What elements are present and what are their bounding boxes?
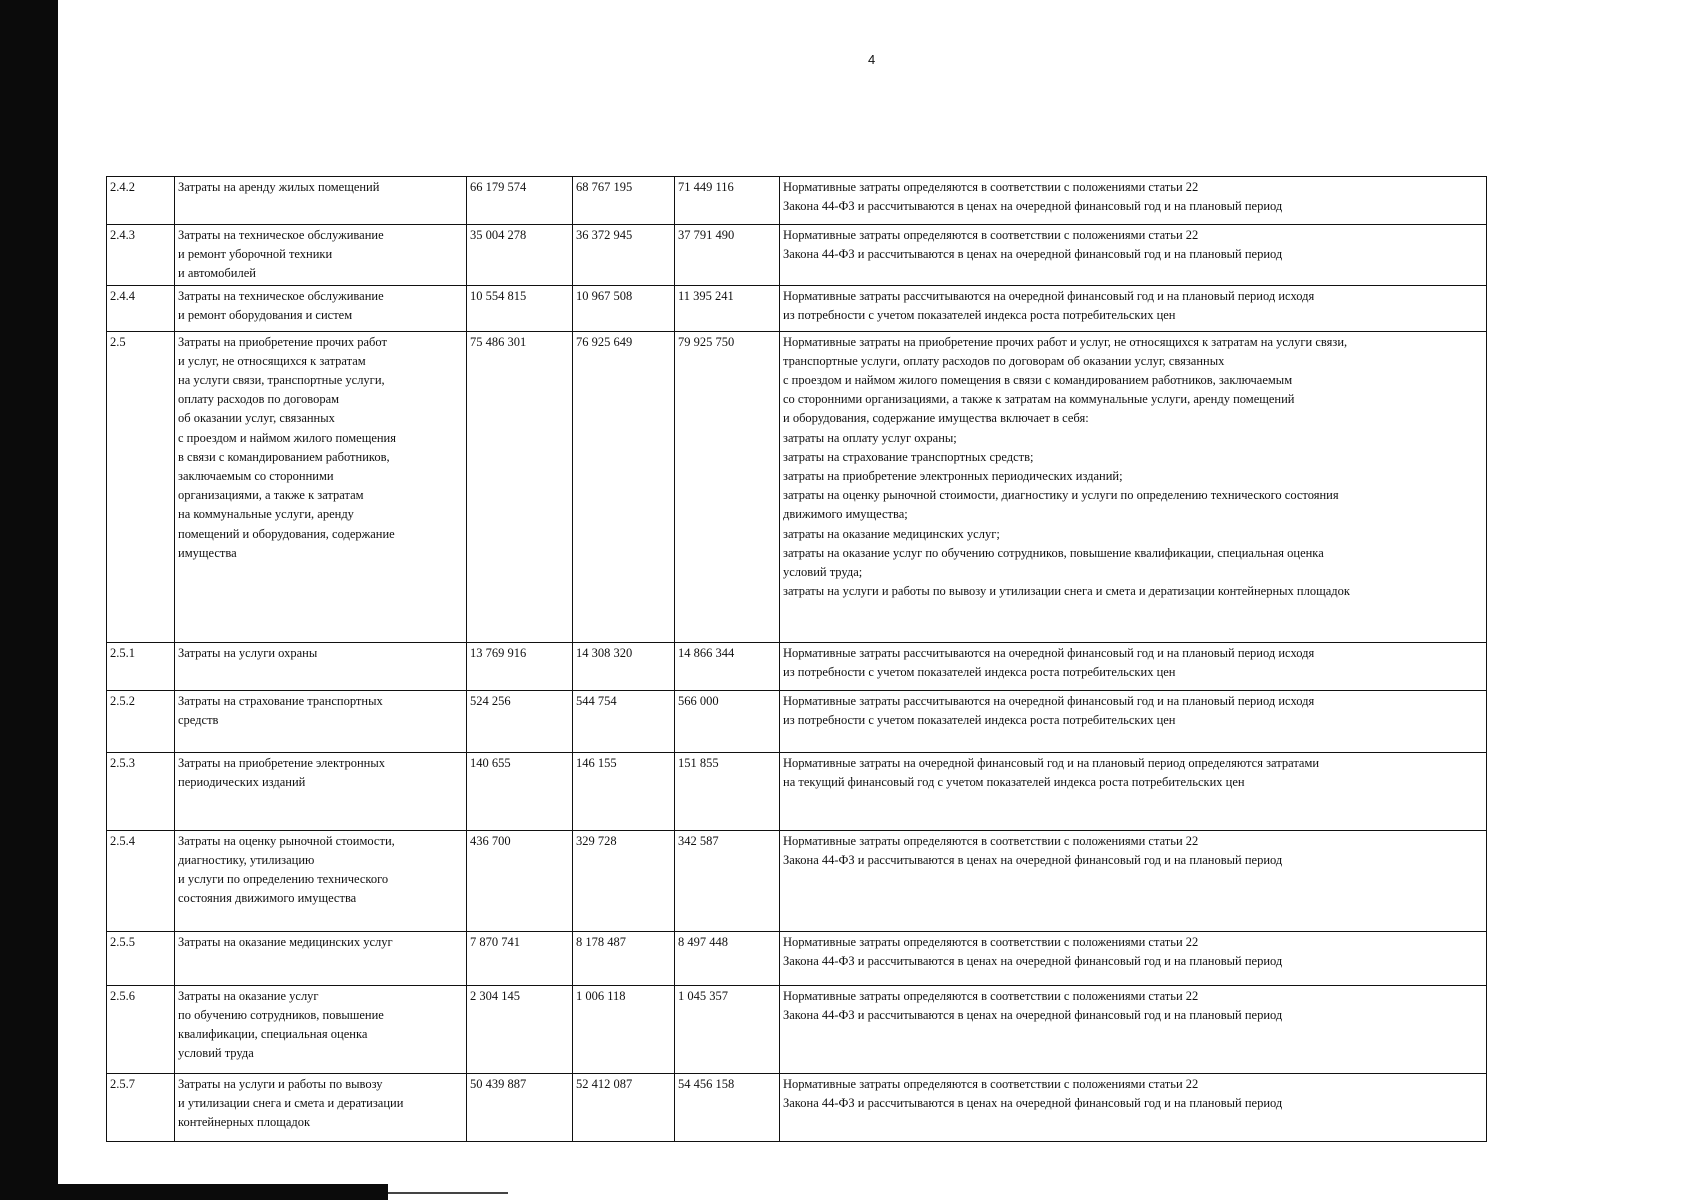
row-basis: Нормативные затраты определяются в соответствии с положениями статьи 22 Закона 44-ФЗ и рассчитываются в ценах на очередной финансовый год и на плановый период <box>780 225 1487 286</box>
row-name: Затраты на оказание медицинских услуг <box>175 931 467 985</box>
table-row <box>107 752 1487 830</box>
row-value-year-2: 68 767 195 <box>573 177 675 225</box>
row-name: Затраты на страхование транспортных средств <box>175 690 467 752</box>
table-row <box>107 177 1487 225</box>
row-value-year-3: 1 045 357 <box>675 985 780 1073</box>
row-value-year-2: 36 372 945 <box>573 225 675 286</box>
row-code: 2.5.1 <box>107 642 175 690</box>
row-value-year-2: 10 967 508 <box>573 285 675 331</box>
row-code: 2.5.3 <box>107 752 175 830</box>
scan-dark-bottom-edge <box>58 1184 388 1200</box>
row-code: 2.4.3 <box>107 225 175 286</box>
row-value-year-1: 436 700 <box>467 830 573 931</box>
row-code: 2.5.7 <box>107 1073 175 1141</box>
cost-table <box>106 176 1487 1142</box>
row-name: Затраты на техническое обслуживание и ремонт уборочной техники и автомобилей <box>175 225 467 286</box>
table-row <box>107 285 1487 331</box>
row-basis: Нормативные затраты определяются в соответствии с положениями статьи 22 Закона 44-ФЗ и рассчитываются в ценах на очередной финансовый год и на плановый период <box>780 1073 1487 1141</box>
scan-dark-margin <box>0 0 58 1200</box>
row-value-year-1: 7 870 741 <box>467 931 573 985</box>
row-value-year-3: 8 497 448 <box>675 931 780 985</box>
row-value-year-2: 8 178 487 <box>573 931 675 985</box>
row-name: Затраты на услуги охраны <box>175 642 467 690</box>
row-basis: Нормативные затраты рассчитываются на очередной финансовый год и на плановый период исходя из потребности с учетом показателей индекса роста потребительских цен <box>780 690 1487 752</box>
row-code: 2.5.4 <box>107 830 175 931</box>
row-value-year-3: 37 791 490 <box>675 225 780 286</box>
table-row <box>107 331 1487 642</box>
row-value-year-2: 52 412 087 <box>573 1073 675 1141</box>
row-code: 2.5.2 <box>107 690 175 752</box>
row-name: Затраты на приобретение прочих работ и услуг, не относящихся к затратам на услуги связи, транспортные услуги, оплату расходов по договорам об оказании услуг, связанных с проездом и наймом жилого помещения в связи с командированием работников, заключаемым со сторонними организациями, а также к затратам на коммунальные услуги, аренду помещений и оборудования, содержание имущества <box>175 331 467 642</box>
row-basis: Нормативные затраты определяются в соответствии с положениями статьи 22 Закона 44-ФЗ и рассчитываются в ценах на очередной финансовый год и на плановый период <box>780 177 1487 225</box>
row-value-year-1: 2 304 145 <box>467 985 573 1073</box>
row-basis: Нормативные затраты на приобретение прочих работ и услуг, не относящихся к затратам на услуги связи, транспортные услуги, оплату расходов по договорам об оказании услуг, связанных с проездом и наймом жилого помещения в связи с командированием работников, заключаемым со сторонними организациями, а также к затратам на коммунальные услуги, аренду помещений и оборудования, содержание имущества включает в себя: затраты на оплату услуг охраны; затраты на страхование транспортных средств; затраты на приобретение электронных периодических изданий; затраты на оценку рыночной стоимости, диагностику и услуги по определению технического состояния движимого имущества; затраты на оказание медицинских услуг; затраты на оказание услуг по обучению сотрудников, повышение квалификации, специальная оценка условий труда; затраты на услуги и работы по вывозу и утилизации снега и смета и дератизации контейнерных площадок <box>780 331 1487 642</box>
row-value-year-2: 329 728 <box>573 830 675 931</box>
row-name: Затраты на приобретение электронных периодических изданий <box>175 752 467 830</box>
row-value-year-1: 524 256 <box>467 690 573 752</box>
table-row <box>107 690 1487 752</box>
row-value-year-1: 35 004 278 <box>467 225 573 286</box>
row-value-year-2: 14 308 320 <box>573 642 675 690</box>
row-value-year-2: 1 006 118 <box>573 985 675 1073</box>
row-code: 2.4.4 <box>107 285 175 331</box>
row-name: Затраты на аренду жилых помещений <box>175 177 467 225</box>
row-code: 2.5 <box>107 331 175 642</box>
row-value-year-1: 75 486 301 <box>467 331 573 642</box>
row-name: Затраты на оказание услуг по обучению сотрудников, повышение квалификации, специальная оценка условий труда <box>175 985 467 1073</box>
row-value-year-1: 66 179 574 <box>467 177 573 225</box>
row-name: Затраты на оценку рыночной стоимости, диагностику, утилизацию и услуги по определению технического состояния движимого имущества <box>175 830 467 931</box>
row-basis: Нормативные затраты рассчитываются на очередной финансовый год и на плановый период исходя из потребности с учетом показателей индекса роста потребительских цен <box>780 285 1487 331</box>
row-value-year-3: 71 449 116 <box>675 177 780 225</box>
row-name: Затраты на услуги и работы по вывозу и утилизации снега и смета и дератизации контейнерных площадок <box>175 1073 467 1141</box>
scan-bottom-line <box>388 1192 508 1194</box>
table-row <box>107 830 1487 931</box>
table-row <box>107 931 1487 985</box>
row-value-year-1: 140 655 <box>467 752 573 830</box>
row-value-year-3: 151 855 <box>675 752 780 830</box>
row-value-year-3: 14 866 344 <box>675 642 780 690</box>
page-number: 4 <box>868 52 876 67</box>
row-value-year-2: 544 754 <box>573 690 675 752</box>
row-basis: Нормативные затраты рассчитываются на очередной финансовый год и на плановый период исходя из потребности с учетом показателей индекса роста потребительских цен <box>780 642 1487 690</box>
row-value-year-1: 13 769 916 <box>467 642 573 690</box>
table-row <box>107 985 1487 1073</box>
row-value-year-3: 566 000 <box>675 690 780 752</box>
table-row <box>107 642 1487 690</box>
table-row <box>107 225 1487 286</box>
row-name: Затраты на техническое обслуживание и ремонт оборудования и систем <box>175 285 467 331</box>
row-basis: Нормативные затраты определяются в соответствии с положениями статьи 22 Закона 44-ФЗ и рассчитываются в ценах на очередной финансовый год и на плановый период <box>780 985 1487 1073</box>
row-value-year-2: 76 925 649 <box>573 331 675 642</box>
row-value-year-1: 10 554 815 <box>467 285 573 331</box>
row-value-year-3: 11 395 241 <box>675 285 780 331</box>
row-code: 2.4.2 <box>107 177 175 225</box>
row-value-year-3: 342 587 <box>675 830 780 931</box>
row-value-year-2: 146 155 <box>573 752 675 830</box>
row-basis: Нормативные затраты на очередной финансовый год и на плановый период определяются затратами на текущий финансовый год с учетом показателей индекса роста потребительских цен <box>780 752 1487 830</box>
row-code: 2.5.5 <box>107 931 175 985</box>
row-value-year-3: 79 925 750 <box>675 331 780 642</box>
table-row <box>107 1073 1487 1141</box>
row-basis: Нормативные затраты определяются в соответствии с положениями статьи 22 Закона 44-ФЗ и рассчитываются в ценах на очередной финансовый год и на плановый период <box>780 830 1487 931</box>
row-value-year-3: 54 456 158 <box>675 1073 780 1141</box>
row-basis: Нормативные затраты определяются в соответствии с положениями статьи 22 Закона 44-ФЗ и рассчитываются в ценах на очередной финансовый год и на плановый период <box>780 931 1487 985</box>
row-value-year-1: 50 439 887 <box>467 1073 573 1141</box>
row-code: 2.5.6 <box>107 985 175 1073</box>
